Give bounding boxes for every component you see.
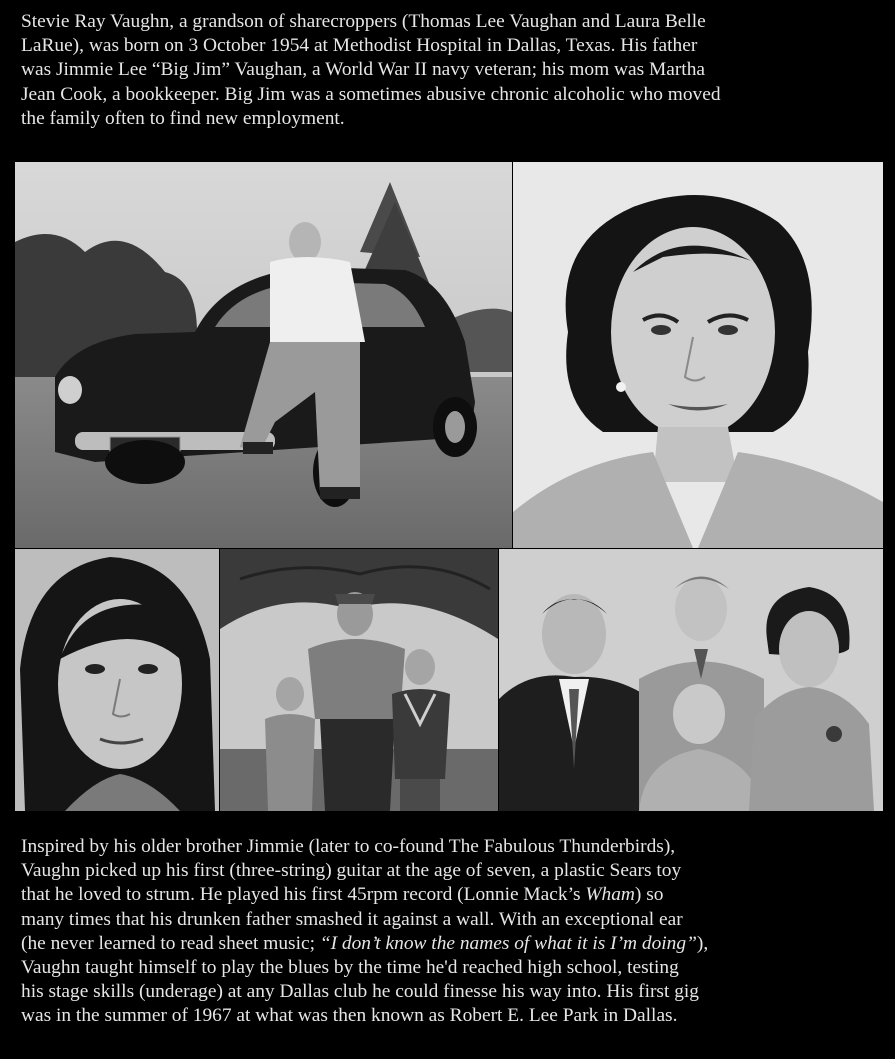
outro-line: many times that his drunken father smashed it against a wall. With an exceptional ear xyxy=(21,908,683,930)
outro-line xyxy=(21,883,881,907)
outro-line xyxy=(21,932,881,956)
photo-woman-portrait xyxy=(513,162,883,548)
outro-text: ), xyxy=(696,932,709,954)
outro-line: his stage skills (underage) at any Dallas club he could finesse his way into. His first gig xyxy=(21,981,699,1003)
outro-paragraph xyxy=(21,835,881,1029)
intro-line: the family often to find new employment. xyxy=(21,107,345,129)
outro-line: was in the summer of 1967 at what was then known as Robert E. Lee Park in Dallas. xyxy=(21,1005,678,1027)
photo-teen-portrait xyxy=(15,549,219,811)
intro-line: Jean Cook, a bookkeeper. Big Jim was a sometimes abusive chronic alcoholic who moved xyxy=(21,83,721,105)
photo-family-portrait xyxy=(499,549,883,811)
intro-paragraph xyxy=(21,10,881,131)
outro-text: ) so xyxy=(634,884,664,906)
intro-line: LaRue), was born on 3 October 1954 at Methodist Hospital in Dallas, Texas. His father xyxy=(21,35,698,57)
outro-line: Inspired by his older brother Jimmie (later to co-found The Fabulous Thunderbirds), xyxy=(21,836,676,857)
outro-line: Vaughn picked up his first (three-string) guitar at the age of seven, a plastic Sears toy xyxy=(21,860,682,882)
photo-man-with-car xyxy=(15,162,512,548)
record-title: Wham xyxy=(585,884,635,906)
photo-man-with-boys xyxy=(220,549,498,811)
outro-line: Vaughn taught himself to play the blues by the time he'd reached high school, testing xyxy=(21,957,679,979)
outro-text: that he loved to strum. He played his first 45rpm record (Lonnie Mack’s xyxy=(21,884,586,906)
outro-text: (he never learned to read sheet music; xyxy=(21,932,320,954)
intro-line: was Jimmie Lee “Big Jim” Vaughan, a World War II navy veteran; his mom was Martha xyxy=(21,59,705,81)
intro-line: Stevie Ray Vaughn, a grandson of sharecroppers (Thomas Lee Vaughan and Laura Belle xyxy=(21,11,706,32)
quote: “I don’t know the names of what it is I’m doing” xyxy=(319,932,697,954)
